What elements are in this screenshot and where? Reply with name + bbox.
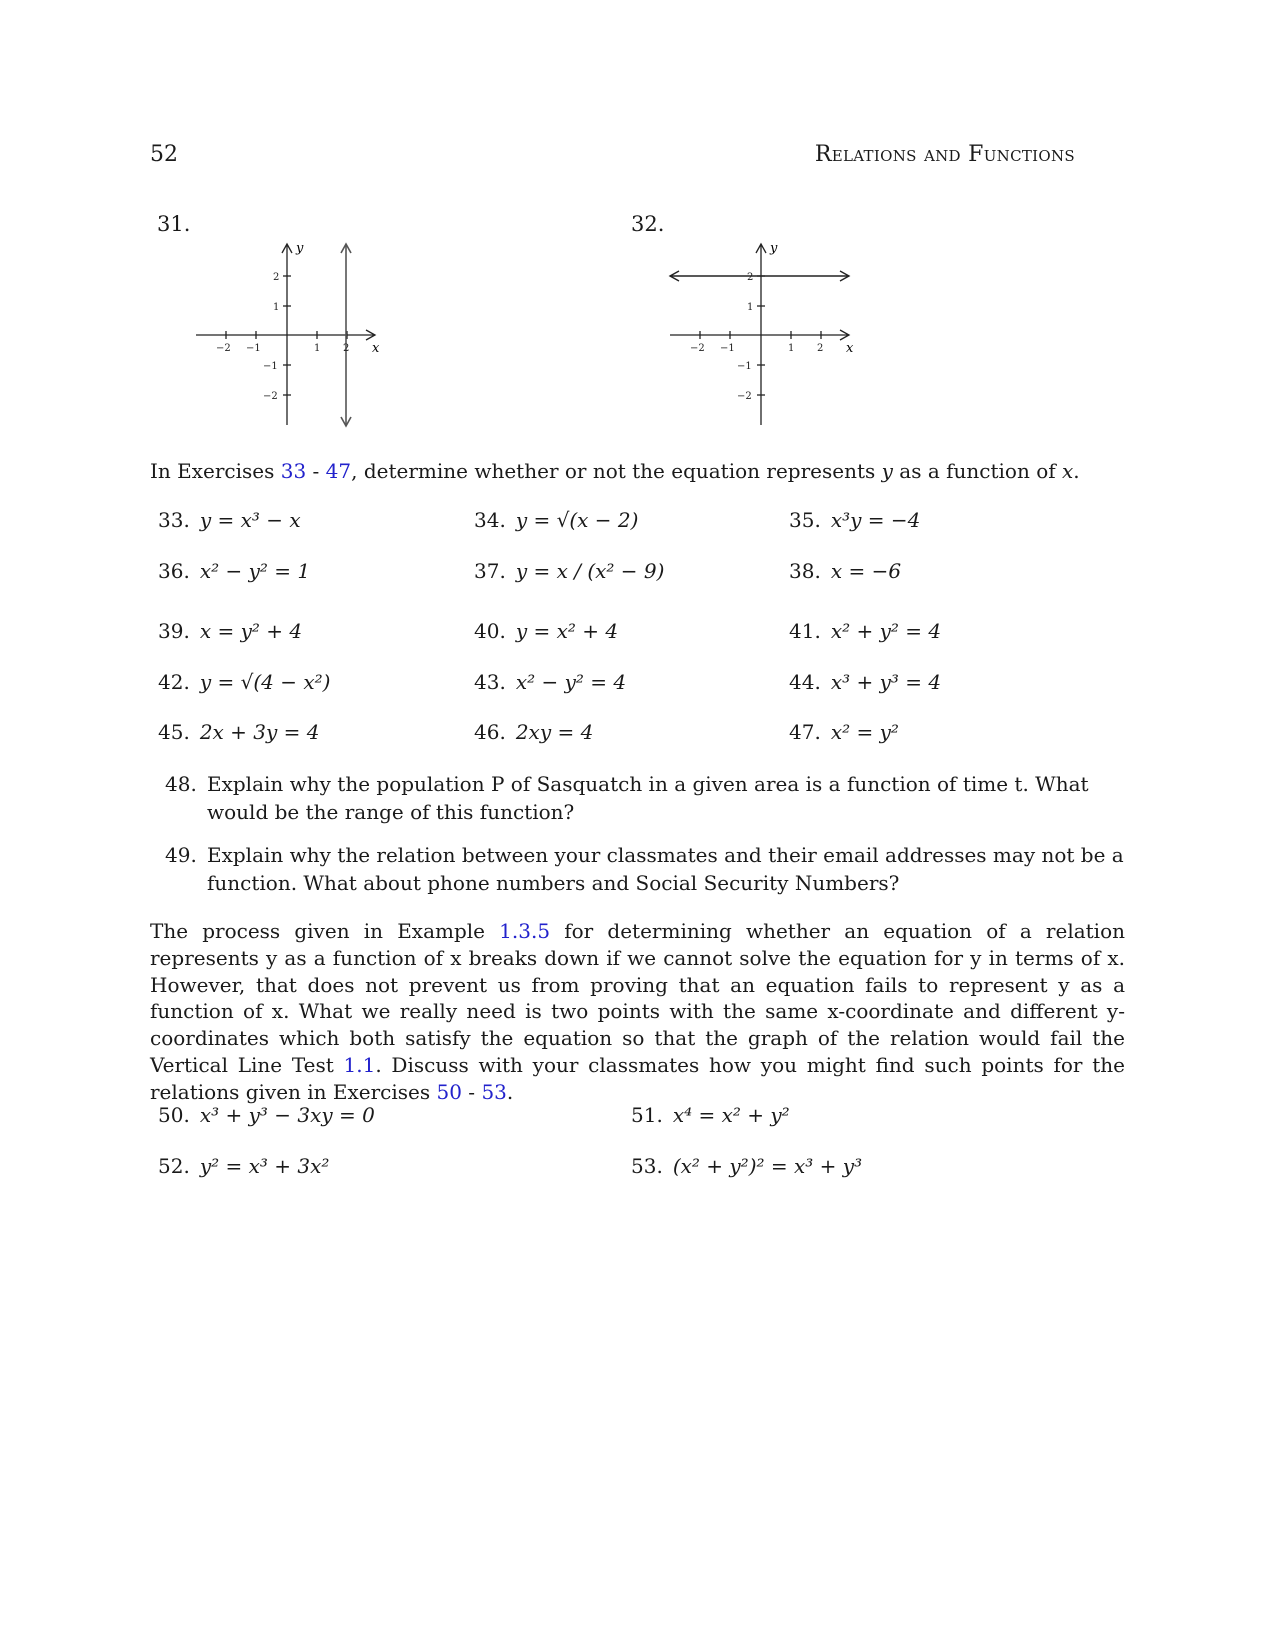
exercise-47: 47. x² = y² bbox=[789, 720, 899, 744]
y-tick-label: 2 bbox=[273, 272, 280, 283]
exercise-46: 46. 2xy = 4 bbox=[474, 720, 594, 744]
exercise-40: 40. y = x² + 4 bbox=[474, 619, 619, 643]
exercise-41: 41. x² + y² = 4 bbox=[789, 619, 942, 643]
horizontal-line-y2 bbox=[670, 271, 849, 281]
exercise-39-equation: x = y² + 4 bbox=[199, 619, 303, 643]
exercise-33: 33. y = x³ − x bbox=[158, 508, 301, 532]
exercise-41-equation: x² + y² = 4 bbox=[830, 619, 942, 643]
exercise-38-equation: x = −6 bbox=[830, 559, 902, 583]
x-axis-label: x bbox=[372, 341, 380, 356]
page-number: 52 bbox=[150, 142, 178, 167]
question-49: 49. Explain why the relation between your classmates and their email addresses may not be a function. What about phone numbers and Social Security Numbers? bbox=[165, 843, 1124, 895]
exercise-44-equation: x³ + y³ = 4 bbox=[830, 670, 942, 694]
link-exercise-47[interactable]: 47 bbox=[325, 459, 352, 483]
exercise-43: 43. x² − y² = 4 bbox=[474, 670, 627, 694]
link-exercise-53[interactable]: 53 bbox=[481, 1079, 507, 1104]
x-axis-label: x bbox=[846, 341, 854, 356]
exercise-50: 50. x³ + y³ − 3xy = 0 bbox=[158, 1103, 375, 1127]
exercise-36: 36. x² − y² = 1 bbox=[158, 559, 311, 583]
exercise-53: 53. (x² + y²)² = x³ + y³ bbox=[631, 1154, 863, 1178]
exercise-45-equation: 2x + 3y = 4 bbox=[199, 720, 320, 744]
exercise-33-equation: y = x³ − x bbox=[199, 508, 301, 532]
exercise-47-equation: x² = y² bbox=[830, 720, 899, 744]
graph-31-label: 31. bbox=[157, 212, 191, 236]
graph-31 bbox=[190, 240, 390, 430]
y-tick-label: 1 bbox=[747, 302, 754, 313]
x-tick-label: 1 bbox=[314, 343, 321, 354]
y-tick-label: 1 bbox=[273, 302, 280, 313]
exercise-42: 42. y = √(4 − x²) bbox=[158, 670, 331, 694]
link-example-1-3-5[interactable]: 1.3.5 bbox=[499, 919, 551, 943]
y-tick-label: −1 bbox=[263, 361, 278, 372]
exercise-42-equation: y = √(4 − x²) bbox=[199, 670, 331, 694]
y-tick-label: 2 bbox=[747, 272, 754, 283]
x-tick-label: −1 bbox=[246, 343, 261, 354]
exercise-44: 44. x³ + y³ = 4 bbox=[789, 670, 942, 694]
exercise-39: 39. x = y² + 4 bbox=[158, 619, 303, 643]
exercise-34-equation: y = √(x − 2) bbox=[515, 508, 639, 532]
exercise-43-equation: x² − y² = 4 bbox=[515, 670, 627, 694]
x-tick-label: 2 bbox=[817, 343, 824, 354]
x-tick-label: −1 bbox=[720, 343, 735, 354]
exercise-36-equation: x² − y² = 1 bbox=[199, 559, 311, 583]
y-tick-label: −2 bbox=[263, 391, 278, 402]
exercise-51: 51. x⁴ = x² + y² bbox=[631, 1103, 790, 1127]
exercise-53-equation: (x² + y²)² = x³ + y³ bbox=[672, 1154, 863, 1178]
exercise-34: 34. y = √(x − 2) bbox=[474, 508, 639, 532]
graph-32-label: 32. bbox=[631, 212, 665, 236]
exercise-37-equation: y = x / (x² − 9) bbox=[515, 559, 665, 583]
exercise-35-equation: x³y = −4 bbox=[830, 508, 921, 532]
exercise-52-equation: y² = x³ + 3x² bbox=[199, 1154, 330, 1178]
question-48: 48. Explain why the population P of Sasquatch in a given area is a function of time t. What would be the range of this function? bbox=[165, 772, 1089, 824]
running-head: Relations and Functions bbox=[814, 142, 1075, 167]
exercise-46-equation: 2xy = 4 bbox=[515, 720, 594, 744]
graph-32 bbox=[664, 240, 864, 430]
link-exercise-50[interactable]: 50 bbox=[436, 1079, 462, 1104]
link-exercise-33[interactable]: 33 bbox=[280, 459, 307, 483]
x-tick-label: −2 bbox=[216, 343, 231, 354]
exercise-50-equation: x³ + y³ − 3xy = 0 bbox=[199, 1103, 375, 1127]
x-tick-label: 1 bbox=[788, 343, 795, 354]
x-tick-label: −2 bbox=[690, 343, 705, 354]
x-tick-label: 2 bbox=[343, 343, 350, 354]
link-vertical-line-test[interactable]: 1.1 bbox=[343, 1052, 376, 1077]
y-tick-label: −1 bbox=[737, 361, 752, 372]
vertical-line-test-paragraph: The process given in Example 1.3.5 for determining whether an equation of a relation represents y as a function of x breaks down if we cannot solve the equation for y in terms of x. However, that does not prevent us from proving that an equation fails to represent y as a function of x. What we really need is two points with the same x-coordinate and different y-coordinates which both satisfy the equation so that the graph of the relation would fail the Vertical Line Test 1.1. Discuss with your classmates how you might find such points for the relations given in Exercises 50 - 53. bbox=[150, 919, 1126, 1104]
exercises-intro: In Exercises 33 - 47, determine whether or not the equation represents y as a function of x. bbox=[150, 459, 1080, 483]
exercise-45: 45. 2x + 3y = 4 bbox=[158, 720, 320, 744]
exercise-35: 35. x³y = −4 bbox=[789, 508, 921, 532]
y-axis-label: y bbox=[296, 241, 304, 256]
exercise-37: 37. y = x / (x² − 9) bbox=[474, 559, 665, 583]
exercise-40-equation: y = x² + 4 bbox=[515, 619, 619, 643]
exercise-52: 52. y² = x³ + 3x² bbox=[158, 1154, 330, 1178]
y-tick-label: −2 bbox=[737, 391, 752, 402]
exercise-38: 38. x = −6 bbox=[789, 559, 902, 583]
exercise-51-equation: x⁴ = x² + y² bbox=[672, 1103, 790, 1127]
y-axis-label: y bbox=[770, 241, 778, 256]
